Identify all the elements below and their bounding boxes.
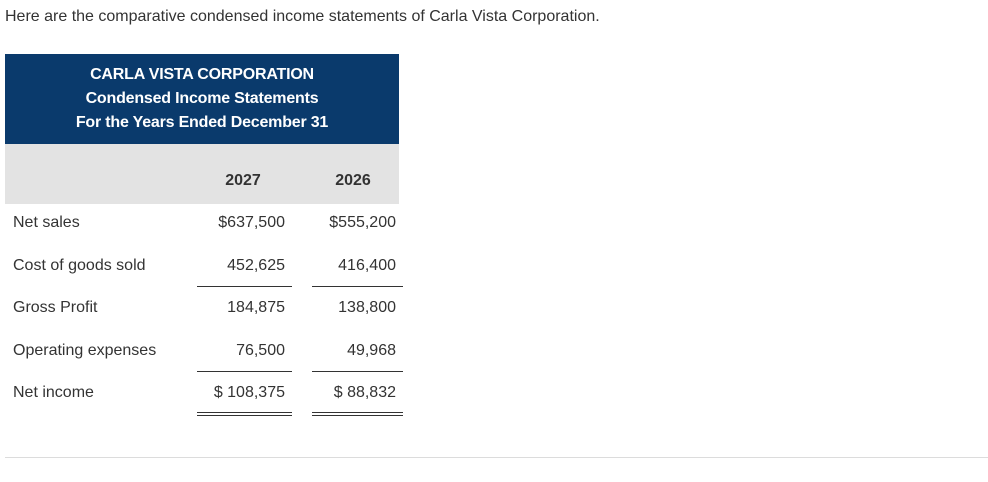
double-rule-bottom (312, 415, 403, 416)
statement-banner (5, 54, 399, 144)
subtotal-rule (197, 371, 292, 372)
subtotal-rule (197, 286, 292, 287)
row-label: Operating expenses (13, 341, 157, 359)
row-label: Net sales (13, 214, 80, 231)
double-rule-bottom (197, 415, 292, 416)
value-2027: 76,500 (236, 341, 285, 359)
company-name: CARLA VISTA CORPORATION (90, 66, 314, 83)
subtotal-rule (312, 371, 403, 372)
value-2026: 49,968 (347, 341, 396, 359)
value-2027: $ 108,375 (213, 384, 285, 402)
section-divider (5, 457, 988, 458)
row-label: Gross Profit (13, 299, 98, 317)
row-label: Cost of goods sold (13, 256, 146, 274)
row-operating-expenses (5, 332, 399, 375)
value-2027: 184,875 (227, 299, 285, 317)
value-2026: 138,800 (338, 299, 396, 317)
row-cost-of-goods-sold (5, 247, 399, 290)
value-2026: $ 88,832 (333, 384, 396, 402)
value-2026: $555,200 (329, 214, 396, 231)
year-2027-header: 2027 (225, 172, 261, 189)
row-label: Net income (13, 384, 94, 402)
row-gross-profit (5, 289, 399, 332)
value-2027: 452,625 (227, 256, 285, 274)
double-rule-top (197, 412, 292, 413)
column-header-row (5, 144, 399, 204)
intro-text: Here are the comparative condensed income statements of Carla Vista Corporation. (5, 8, 600, 25)
statement-title: Condensed Income Statements (85, 90, 319, 107)
double-rule-top (312, 412, 403, 413)
statement-period: For the Years Ended December 31 (75, 114, 329, 131)
value-2026: 416,400 (338, 256, 396, 274)
value-2027: $637,500 (218, 214, 285, 231)
row-net-income (5, 374, 399, 417)
year-2026-header: 2026 (335, 172, 371, 189)
subtotal-rule (312, 286, 403, 287)
income-statement-table (5, 54, 399, 417)
row-net-sales (5, 204, 399, 247)
